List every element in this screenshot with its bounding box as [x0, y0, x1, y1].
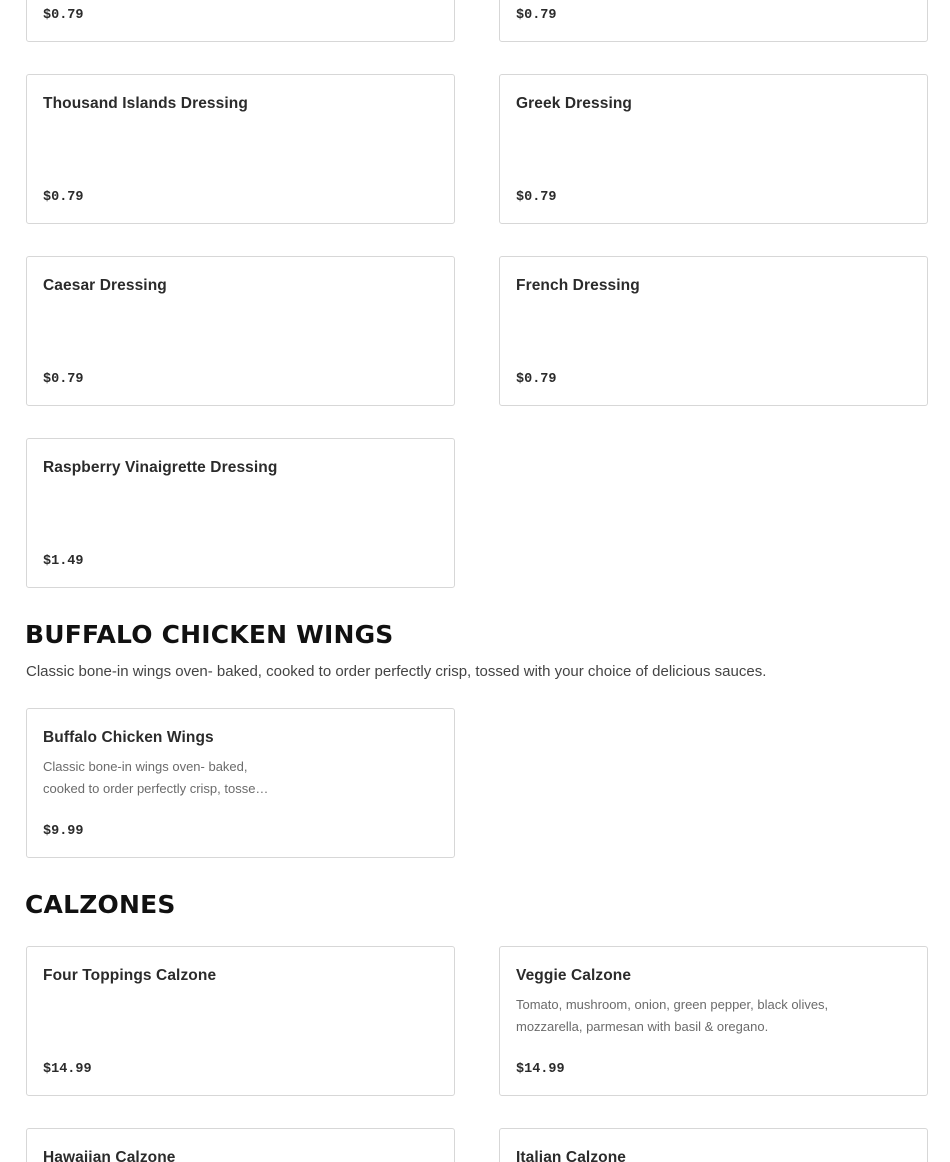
- item-name: Greek Dressing: [516, 95, 632, 112]
- item-price: $0.79: [43, 8, 84, 23]
- item-name: Hawaiian Calzone: [43, 1149, 176, 1162]
- menu-item-card[interactable]: [499, 0, 928, 42]
- item-price: $14.99: [43, 1062, 92, 1077]
- section-title-wings: BUFFALO CHICKEN WINGS: [25, 620, 394, 649]
- menu-item-card[interactable]: [26, 0, 455, 42]
- item-description: Classic bone-in wings oven- baked, cooked to order perfectly crisp, tosse…: [43, 759, 269, 796]
- menu-item-card[interactable]: [499, 1128, 928, 1162]
- menu-item-card[interactable]: [26, 1128, 455, 1162]
- section-description-wings: Classic bone-in wings oven- baked, cooked to order perfectly crisp, tossed with your choice of delicious sauces.: [26, 663, 767, 680]
- item-price: $0.79: [516, 8, 557, 23]
- item-name: Veggie Calzone: [516, 967, 632, 984]
- menu-item-card[interactable]: [26, 438, 455, 588]
- menu-item-card[interactable]: [26, 256, 455, 406]
- item-price: $14.99: [516, 1062, 565, 1077]
- item-name: Buffalo Chicken Wings: [43, 729, 214, 746]
- item-price: $0.79: [43, 190, 84, 205]
- item-price: $9.99: [43, 824, 84, 839]
- section-title-calzones: CALZONES: [25, 890, 176, 919]
- menu-item-card[interactable]: [499, 946, 928, 1096]
- item-name: Italian Calzone: [516, 1149, 627, 1162]
- item-price: $0.79: [516, 372, 557, 387]
- item-name: Four Toppings Calzone: [43, 967, 217, 984]
- item-name: Thousand Islands Dressing: [43, 95, 248, 112]
- menu-item-card[interactable]: [26, 946, 455, 1096]
- menu-item-card[interactable]: [26, 708, 455, 858]
- item-price: $1.49: [43, 554, 84, 569]
- item-description: Tomato, mushroom, onion, green pepper, black olives, mozzarella, parmesan with basil & oregano.: [516, 997, 829, 1034]
- menu-item-card[interactable]: [26, 74, 455, 224]
- item-name: Raspberry Vinaigrette Dressing: [43, 459, 278, 476]
- item-name: Caesar Dressing: [43, 277, 167, 294]
- item-name: French Dressing: [516, 277, 640, 294]
- item-price: $0.79: [516, 190, 557, 205]
- menu-item-card[interactable]: [499, 74, 928, 224]
- item-price: $0.79: [43, 372, 84, 387]
- menu-item-card[interactable]: [499, 256, 928, 406]
